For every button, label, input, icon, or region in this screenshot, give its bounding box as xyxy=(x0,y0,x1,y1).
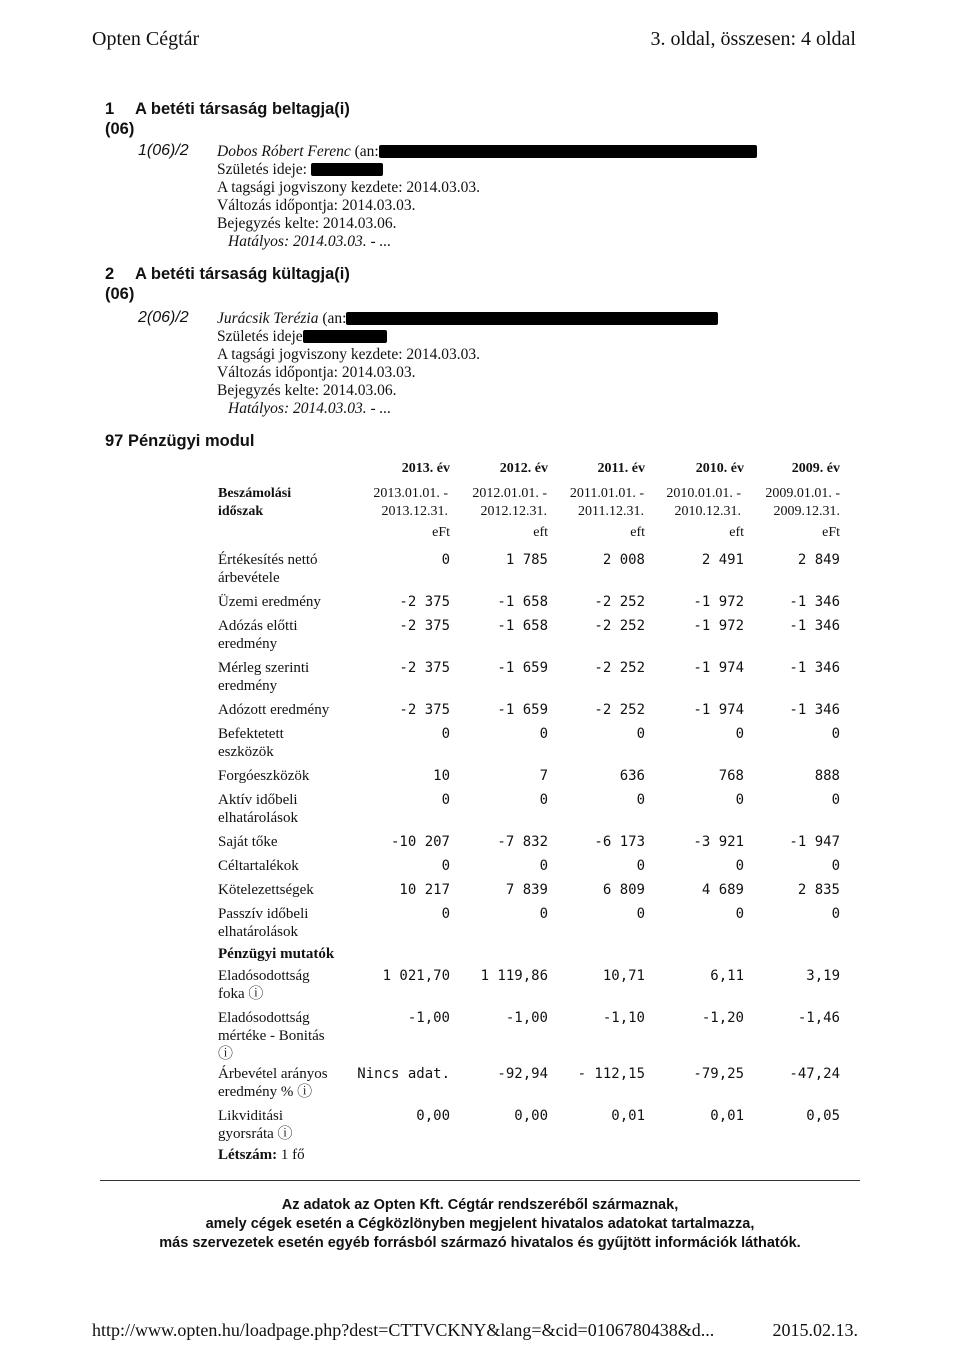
row-label: Adózott eredmény xyxy=(218,702,330,718)
value-cell: 0 xyxy=(636,726,645,742)
section-label: Pénzügyi modul xyxy=(127,432,255,450)
value-cell: -2 375 xyxy=(399,618,450,634)
registration-date: Bejegyzés kelte: 2014.03.06. xyxy=(217,215,397,232)
value-cell: 0 xyxy=(539,858,548,874)
row-label: Forgóeszközök xyxy=(218,768,310,784)
period-cell: 2010.01.01. - 2010.12.31. xyxy=(666,486,741,519)
value-cell: 0 xyxy=(831,726,840,742)
value-cell: -2 375 xyxy=(399,702,450,718)
table-row xyxy=(218,905,846,945)
value-cell: 0 xyxy=(539,792,548,808)
membership-start: A tagsági jogviszony kezdete: 2014.03.03. xyxy=(217,179,481,196)
value-cell: -1 346 xyxy=(789,702,840,718)
value-cell: -2 252 xyxy=(594,702,645,718)
mother-name-label: (an: xyxy=(322,310,347,327)
section-2-subcode: (06) xyxy=(105,285,135,303)
year-header: 2010. év xyxy=(695,461,744,476)
section-number: 2 xyxy=(105,265,115,283)
header-brand: Opten Cégtár xyxy=(92,28,200,50)
redaction-bar xyxy=(311,163,383,176)
table-row xyxy=(218,1107,846,1149)
value-cell: -47,24 xyxy=(789,1066,840,1082)
footer-note-line: más szervezetek esetén egyéb forrásból származó hivatalos és gyűjtött információk láthatók. xyxy=(159,1235,801,1251)
value-cell: 0 xyxy=(831,858,840,874)
member-name: Dobos Róbert Ferenc xyxy=(217,143,351,160)
section-label: A betéti társaság beltagja(i) xyxy=(135,100,350,118)
financial-rows xyxy=(218,551,846,945)
page-url: http://www.opten.hu/loadpage.php?dest=CTTVCKNY&lang=&cid=0106780438&d... xyxy=(92,1320,715,1340)
row-label: Céltartalékok xyxy=(218,858,299,874)
change-time: Változás időpontja: 2014.03.03. xyxy=(217,197,416,214)
value-cell: 0 xyxy=(735,792,744,808)
value-cell: -1,46 xyxy=(797,1010,840,1026)
value-cell: -1,00 xyxy=(505,1010,548,1026)
value-cell: -1 659 xyxy=(497,660,548,676)
value-cell: 0 xyxy=(441,858,450,874)
value-cell: 1 119,86 xyxy=(480,968,548,984)
value-cell: -3 921 xyxy=(693,834,744,850)
table-row xyxy=(218,659,846,701)
value-cell: 768 xyxy=(718,768,744,784)
value-cell: 1 785 xyxy=(505,552,548,568)
section-1-title xyxy=(105,100,350,119)
change-time: Változás időpontja: 2014.03.03. xyxy=(217,364,416,381)
value-cell: -1,20 xyxy=(701,1010,744,1026)
value-cell: -1 658 xyxy=(497,594,548,610)
table-row xyxy=(218,725,846,767)
row-label: Üzemi eredmény xyxy=(218,594,321,610)
value-cell: -1 346 xyxy=(789,594,840,610)
footer-divider xyxy=(100,1180,860,1181)
value-cell: -7 832 xyxy=(497,834,548,850)
value-cell: -1 972 xyxy=(693,594,744,610)
value-cell: -1 346 xyxy=(789,618,840,634)
unit-cell: eft xyxy=(533,525,548,540)
value-cell: -1 947 xyxy=(789,834,840,850)
value-cell: 3,19 xyxy=(806,968,840,984)
period-cell: 2009.01.01. - 2009.12.31. xyxy=(765,486,840,519)
row-label: Befektetett eszközök xyxy=(218,726,284,760)
birth-label: Születés ideje xyxy=(217,328,303,345)
value-cell: -1 346 xyxy=(789,660,840,676)
table-row xyxy=(218,593,846,617)
value-cell: 0 xyxy=(441,906,450,922)
value-cell: Nincs adat. xyxy=(357,1066,450,1082)
value-cell: 6 809 xyxy=(602,882,645,898)
value-cell: 2 008 xyxy=(602,552,645,568)
table-row xyxy=(218,617,846,659)
table-row xyxy=(218,791,846,833)
unit-cell: eFt xyxy=(432,525,450,540)
row-label: Aktív időbeli elhatárolások xyxy=(218,792,298,826)
section-97-title xyxy=(105,432,254,451)
row-label: Mérleg szerinti eredmény xyxy=(218,660,310,694)
value-cell: -92,94 xyxy=(497,1066,548,1082)
value-cell: -1,10 xyxy=(602,1010,645,1026)
period-cell: 2013.01.01. - 2013.12.31. xyxy=(373,486,448,519)
mother-name-label: (an: xyxy=(354,143,379,160)
value-cell: 0 xyxy=(441,552,450,568)
value-cell: 0 xyxy=(831,906,840,922)
value-cell: -79,25 xyxy=(693,1066,744,1082)
value-cell: 0 xyxy=(735,858,744,874)
member-name: Jurácsik Terézia xyxy=(217,310,319,327)
row-label: Eladósodottság mértéke - Bonitás ⓘ xyxy=(218,1010,325,1062)
row-label: Passzív időbeli elhatárolások xyxy=(218,906,309,940)
member-2-code: 2(06)/2 xyxy=(138,309,189,326)
membership-start: A tagsági jogviszony kezdete: 2014.03.03. xyxy=(217,346,481,363)
value-cell: 0 xyxy=(831,792,840,808)
value-cell: -1 972 xyxy=(693,618,744,634)
table-row xyxy=(218,1065,846,1107)
value-cell: - 112,15 xyxy=(577,1066,645,1082)
value-cell: 10 xyxy=(433,768,450,784)
value-cell: -1,00 xyxy=(407,1010,450,1026)
member-1-block xyxy=(217,143,757,251)
year-header: 2012. év xyxy=(499,461,548,476)
effective-date: Hatályos: 2014.03.03. - ... xyxy=(228,233,392,250)
period-cell: 2011.01.01. - 2011.12.31. xyxy=(569,486,644,519)
value-cell: 4 689 xyxy=(701,882,744,898)
year-header-row xyxy=(218,461,846,485)
value-cell: 0,00 xyxy=(416,1108,450,1124)
redaction-bar xyxy=(303,330,387,343)
birth-label: Születés ideje: xyxy=(217,161,307,178)
redaction-bar xyxy=(346,312,718,325)
value-cell: 0,05 xyxy=(806,1108,840,1124)
footer-note-line: Az adatok az Opten Kft. Cégtár rendszeréből származnak, xyxy=(281,1197,679,1213)
row-label: Likviditási gyorsráta ⓘ xyxy=(218,1108,293,1142)
section-number: 97 xyxy=(105,432,124,450)
year-header: 2011. év xyxy=(597,461,645,476)
value-cell: 2 835 xyxy=(797,882,840,898)
value-cell: 0,01 xyxy=(710,1108,744,1124)
value-cell: 0 xyxy=(441,726,450,742)
effective-date: Hatályos: 2014.03.03. - ... xyxy=(228,400,392,417)
value-cell: 7 xyxy=(539,768,548,784)
redaction-bar xyxy=(379,145,757,158)
row-label: Eladósodottság foka ⓘ xyxy=(218,968,310,1002)
value-cell: 0 xyxy=(441,792,450,808)
value-cell: 888 xyxy=(814,768,840,784)
value-cell: 1 021,70 xyxy=(382,968,450,984)
value-cell: 0 xyxy=(735,726,744,742)
table-row xyxy=(218,857,846,881)
footer-note xyxy=(100,1196,860,1253)
value-cell: -10 207 xyxy=(390,834,450,850)
year-header: 2013. év xyxy=(401,461,450,476)
value-cell: 10,71 xyxy=(602,968,645,984)
value-cell: -1 974 xyxy=(693,702,744,718)
value-cell: -2 375 xyxy=(399,594,450,610)
header-page-info: 3. oldal, összesen: 4 oldal xyxy=(650,28,856,50)
value-cell: 0 xyxy=(636,906,645,922)
member-2-block xyxy=(217,310,718,418)
value-cell: 0 xyxy=(636,792,645,808)
table-row xyxy=(218,833,846,857)
value-cell: 10 217 xyxy=(399,882,450,898)
staff-value: 1 fő xyxy=(280,1147,305,1163)
registration-date: Bejegyzés kelte: 2014.03.06. xyxy=(217,382,397,399)
table-row xyxy=(218,1009,846,1065)
value-cell: 0 xyxy=(539,726,548,742)
staff-label: Létszám: xyxy=(218,1147,278,1163)
ratio-rows xyxy=(218,967,846,1149)
value-cell: 7 839 xyxy=(505,882,548,898)
value-cell: -1 659 xyxy=(497,702,548,718)
unit-row xyxy=(218,525,846,551)
section-number: 1 xyxy=(105,100,115,118)
ratios-title: Pénzügyi mutatók xyxy=(218,946,335,962)
member-1-code: 1(06)/2 xyxy=(138,142,189,159)
section-2-title xyxy=(105,265,350,284)
financial-table xyxy=(218,461,846,1149)
value-cell: -2 252 xyxy=(594,594,645,610)
table-row xyxy=(218,881,846,905)
period-row xyxy=(218,485,846,525)
period-cell: 2012.01.01. - 2012.12.31. xyxy=(472,486,547,519)
value-cell: 2 849 xyxy=(797,552,840,568)
unit-cell: eft xyxy=(630,525,645,540)
table-row xyxy=(218,551,846,593)
value-cell: -1 974 xyxy=(693,660,744,676)
value-cell: -2 375 xyxy=(399,660,450,676)
value-cell: 0 xyxy=(539,906,548,922)
row-label: Árbevétel arányos eredmény % ⓘ xyxy=(218,1066,328,1100)
value-cell: -2 252 xyxy=(594,618,645,634)
value-cell: 0,00 xyxy=(514,1108,548,1124)
table-row xyxy=(218,701,846,725)
value-cell: 6,11 xyxy=(710,968,744,984)
value-cell: 0,01 xyxy=(611,1108,645,1124)
row-label: Saját tőke xyxy=(218,834,278,850)
value-cell: 0 xyxy=(636,858,645,874)
value-cell: -6 173 xyxy=(594,834,645,850)
section-label: A betéti társaság kültagja(i) xyxy=(135,265,350,283)
value-cell: 2 491 xyxy=(701,552,744,568)
value-cell: -1 658 xyxy=(497,618,548,634)
period-label: Beszámolási időszak xyxy=(218,486,292,519)
value-cell: 636 xyxy=(619,768,645,784)
table-row xyxy=(218,767,846,791)
value-cell: -2 252 xyxy=(594,660,645,676)
row-label: Adózás előtti eredmény xyxy=(218,618,298,652)
row-label: Értékesítés nettó árbevétele xyxy=(218,552,318,586)
year-header: 2009. év xyxy=(791,461,840,476)
print-date: 2015.02.13. xyxy=(772,1320,858,1340)
unit-cell: eft xyxy=(729,525,744,540)
row-label: Kötelezettségek xyxy=(218,882,314,898)
section-1-subcode: (06) xyxy=(105,120,135,138)
unit-cell: eFt xyxy=(822,525,840,540)
table-row xyxy=(218,967,846,1009)
footer-note-line: amely cégek esetén a Cégközlönyben megjelent hivatalos adatokat tartalmazza, xyxy=(205,1216,755,1232)
value-cell: 0 xyxy=(735,906,744,922)
staff-count xyxy=(218,1147,305,1164)
